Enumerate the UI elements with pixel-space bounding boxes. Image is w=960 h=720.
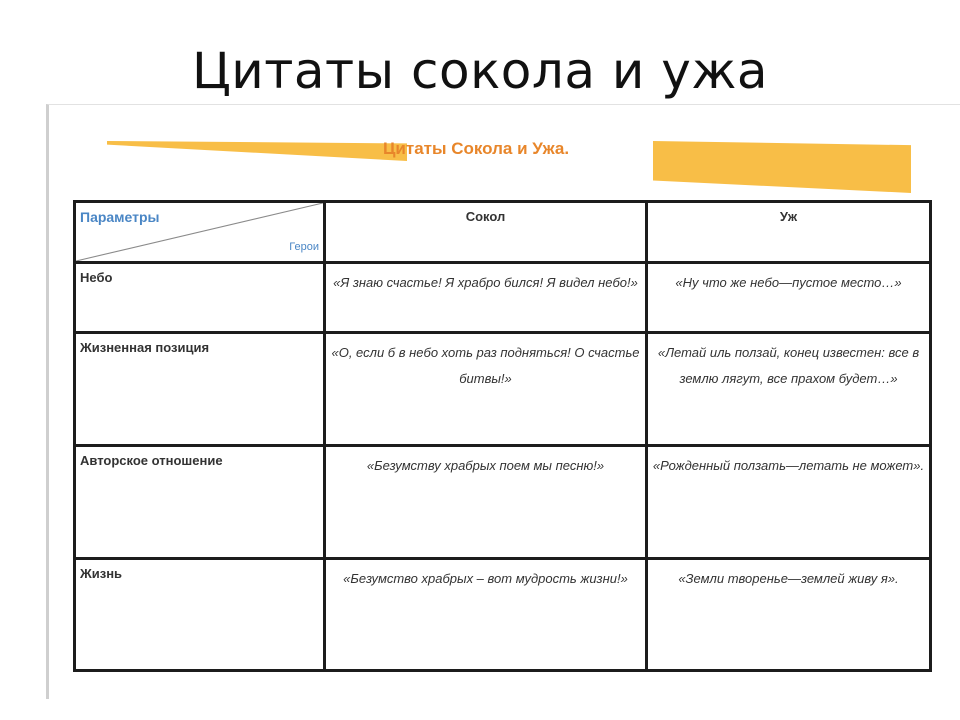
banner-title: Цитаты Сокола и Ужа. — [383, 139, 570, 158]
table-row — [75, 446, 931, 559]
table-row — [75, 559, 931, 671]
snake-column-header: Уж — [647, 202, 931, 263]
falcon-quote: «О, если б в небо хоть раз подняться! О счастье битвы!» — [325, 333, 647, 446]
snake-quote: «Летай иль ползай, конец известен: все в землю лягут, все прахом будет…» — [647, 333, 931, 446]
corner-cell — [75, 202, 325, 263]
quotes-table — [73, 200, 932, 672]
snake-quote: «Ну что же небо—пустое место…» — [647, 263, 931, 333]
falcon-quote: «Безумство храбрых – вот мудрость жизни!» — [325, 559, 647, 671]
falcon-quote: «Я знаю счастье! Я храбро бился! Я видел небо!» — [325, 263, 647, 333]
parameters-header: Параметры — [80, 209, 160, 225]
row-label: Жизненная позиция — [75, 333, 325, 446]
table-row — [75, 333, 931, 446]
snake-quote: «Земли творенье—землей живу я». — [647, 559, 931, 671]
slide-title: Цитаты сокола и ужа — [191, 42, 769, 100]
row-label: Авторское отношение — [75, 446, 325, 559]
falcon-column-header: Сокол — [325, 202, 647, 263]
table-row — [75, 263, 931, 333]
quotes-image — [46, 104, 960, 699]
table-header-row — [75, 202, 931, 263]
snake-quote: «Рожденный ползать—летать не может». — [647, 446, 931, 559]
falcon-quote: «Безумству храбрых поем мы песню!» — [325, 446, 647, 559]
banner-stripe-left — [107, 141, 407, 161]
row-label: Небо — [75, 263, 325, 333]
banner-stripe-right — [653, 141, 911, 193]
row-label: Жизнь — [75, 559, 325, 671]
heroes-header: Герои — [289, 241, 319, 253]
